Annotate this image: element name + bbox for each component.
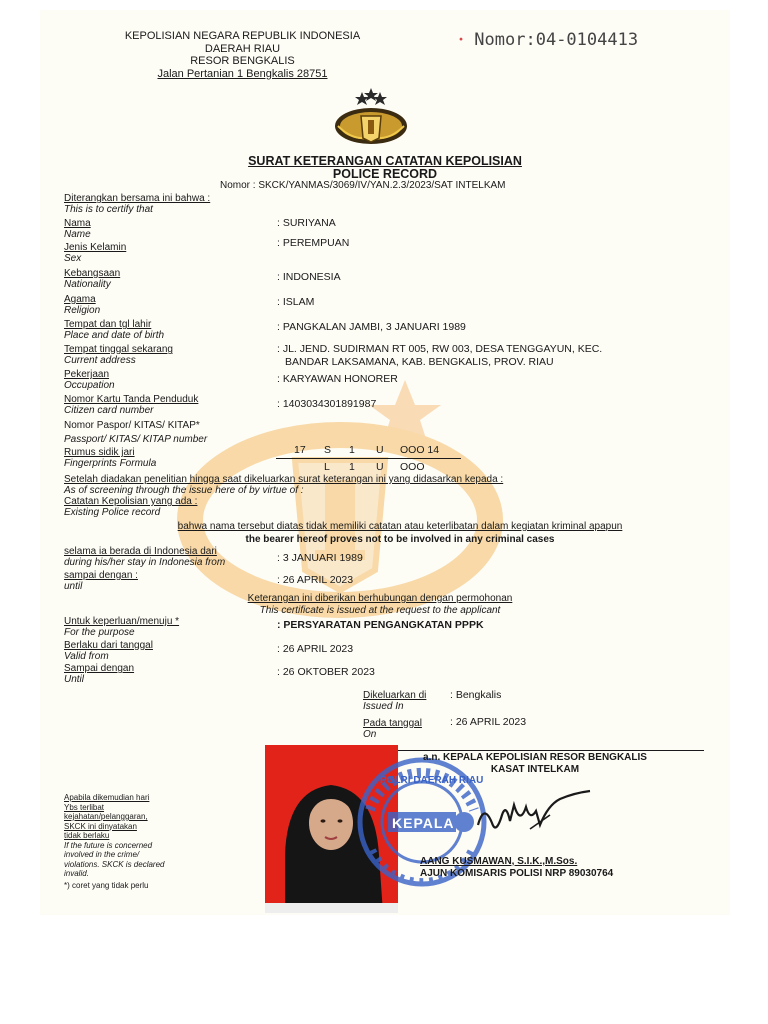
signatory-rank: AJUN KOMISARIS POLISI NRP 89030764 [420,868,614,879]
field-fingerprint-label: Rumus sidik jari Fingerprints Formula [64,447,157,469]
valid-until-value: : 26 OKTOBER 2023 [277,666,375,678]
field-nationality-value: : INDONESIA [277,271,341,283]
validity-footnote: Apabila dikemudian hari Ybs terlibat kejahatan/pelanggaran, SKCK ini dinyatakan tidak berlaku If the future is concerned involved in the crime/ violations. SKCK is declared invalid. *) coret yang tidak perlu [64,793,165,890]
field-occupation-label: Pekerjaan Occupation [64,369,115,391]
resort-name: RESOR BENGKALIS [190,55,295,67]
field-birth-label: Tempat dan tgl lahir Place and date of birth [64,319,165,341]
period-from-value: : 3 JANUARI 1989 [277,552,363,564]
valid-until-label: Sampai dengan Until [64,663,135,685]
statement-en: the bearer hereof proves not to be involved in any criminal cases [245,534,555,545]
field-idcard-label: Nomor Kartu Tanda Penduduk Citizen card number [64,394,199,416]
field-sex-value: : PEREMPUAN [277,237,350,249]
stamp-top-text: POLRI DAERAH RIAU [380,775,484,786]
signatory-title: a.n. KEPALA KEPOLISIAN RESOR BENGKALIS KASAT INTELKAM [423,752,647,775]
agency-address: Jalan Pertanian 1 Bengkalis 28751 [157,67,328,80]
title-english: POLICE RECORD [332,167,438,181]
statement-id: bahwa nama tersebut diatas tidak memiliki catatan atau keterlibatan dalam kegiatan kriminal apapun [177,521,623,532]
field-address-value: : JL. JEND. SUDIRMAN RT 005, RW 003, DESA TENGGAYUN, KEC. BANDAR LAKSAMANA, KAB. BENGKALIS, PROV. RIAU [277,343,603,368]
issued-place-label: Dikeluarkan di Issued In [363,690,427,712]
agency-name: KEPOLISIAN NEGARA REPUBLIK INDONESIA [124,30,361,42]
fingerprint-bottom-row: L 1 U OOO [324,461,425,473]
purpose-value: : PERSYARATAN PENGANGKATAN PPPK [277,619,484,631]
title-main: SURAT KETERANGAN CATATAN KEPOLISIAN [248,154,522,168]
purpose-label: Untuk keperluan/menuju * For the purpose [64,616,180,638]
screening-id: Setelah diadakan penelitian hingga saat dikeluarkan surat keterangan ini yang didasarkan kepada : [64,474,504,485]
certificate-number: Nomor : SKCK/YANMAS/3069/IV/YAN.2.3/2023/SAT INTELKAM [220,180,506,191]
document-title [190,155,580,181]
serial-label: Nomor [474,30,526,50]
record-en: Existing Police record [64,507,161,518]
field-passport-label: Nomor Paspor/ KITAS/ KITAP* Passport/ KITAS/ KITAP number [64,420,208,445]
clearance-statement [130,520,670,546]
request-note: Keterangan ini diberikan berhubungan dengan permohonan This certificate is issued at the request to the applicant [247,593,513,616]
screening-en: As of screening through the issue here of by virtue of : [64,485,304,496]
valid-from-value: : 26 APRIL 2023 [277,643,354,655]
field-nationality-label: Kebangsaan Nationality [64,268,121,290]
signature-rule-top [398,750,704,751]
intro-id: Diterangkan bersama ini bahwa : [64,193,211,204]
field-name-value: : SURIYANA [277,217,336,229]
field-birth-value: : PANGKALAN JAMBI, 3 JANUARI 1989 [277,321,466,333]
fingerprint-top-row: 17 S 1 U OOO 14 [276,444,461,459]
intro-en: This is to certify that [64,204,153,215]
field-religion-label: Agama Religion [64,294,101,316]
serial-value: 04-0104413 [535,30,639,50]
serial-number: • Nomor:04-0104413 [458,30,639,50]
field-religion-value: : ISLAM [277,296,315,308]
period-until-value: : 26 APRIL 2023 [277,574,354,586]
stamp-center-text: KEPALA [392,815,455,831]
period-until-label: sampai dengan : until [64,570,138,592]
valid-from-label: Berlaku dari tanggal Valid from [64,640,153,662]
field-name-label: Nama Name [64,218,91,240]
record-id: Catatan Kepolisian yang ada : [64,496,198,507]
agency-header [100,30,385,80]
field-sex-label: Jenis Kelamin Sex [64,242,127,264]
handwritten-signature-icon [470,785,600,845]
intro-block [64,193,210,215]
field-idcard-value: : 1403034301891987 [277,398,377,410]
signatory-name: AANG KUSMAWAN, S.I.K.,M.Sos. [420,856,578,867]
screening-block [64,474,503,518]
region-name: DAERAH RIAU [204,42,281,55]
police-emblem-icon [332,86,410,148]
issued-date-label: Pada tanggal On [363,718,422,740]
issued-date-value: : 26 APRIL 2023 [450,716,527,728]
field-address-label: Tempat tinggal sekarang Current address [64,344,173,366]
period-from-label: selama ia berada di Indonesia dari during his/her stay in Indonesia from [64,546,226,568]
fingerprint-formula [276,444,461,475]
issued-place-value: : Bengkalis [450,689,502,701]
field-occupation-value: : KARYAWAN HONORER [277,373,398,385]
